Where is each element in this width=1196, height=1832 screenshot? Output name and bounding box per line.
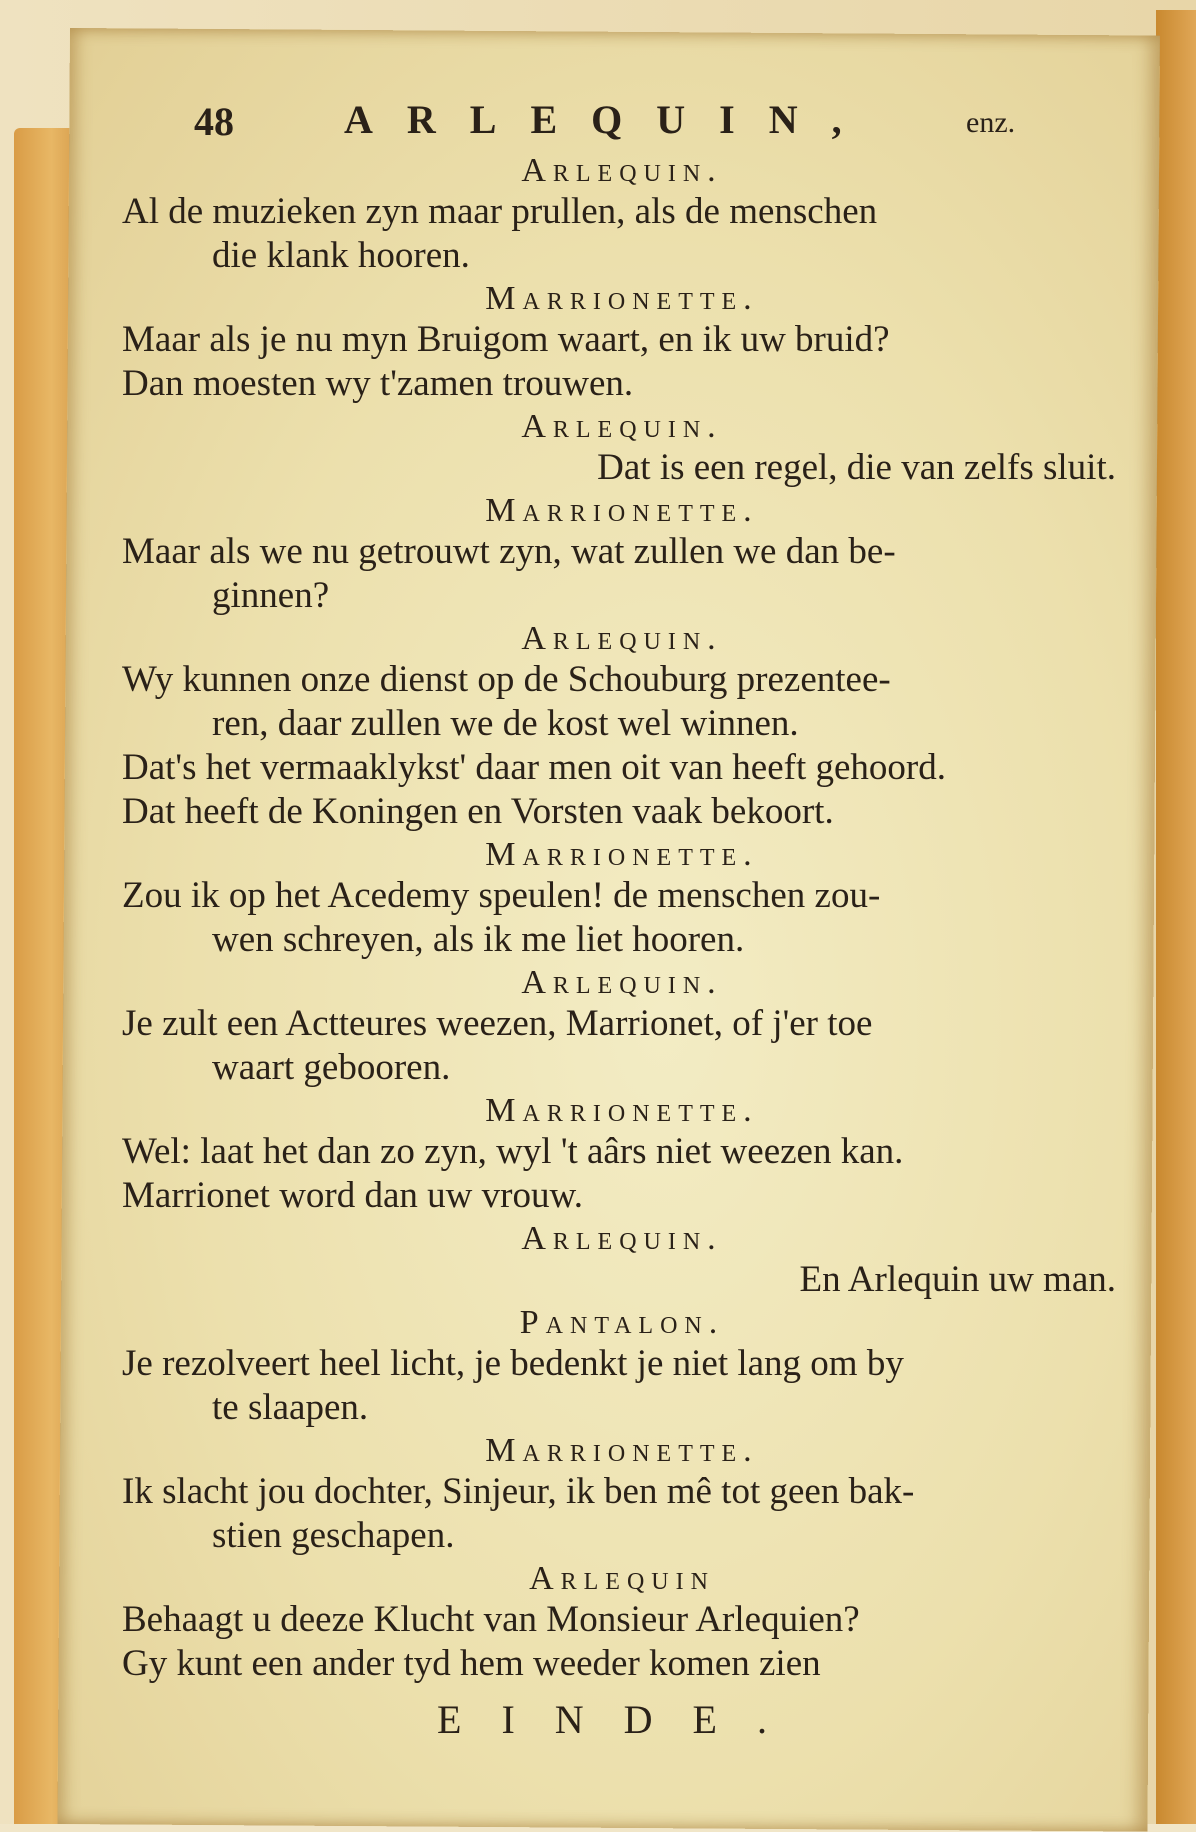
dialogue-line: stien geschapen.: [212, 1515, 455, 1556]
speaker-name: Pantalon.: [519, 1304, 725, 1341]
dialogue-line: Behaagt u deeze Klucht van Monsieur Arlequien?: [122, 1599, 860, 1640]
dialogue: [122, 152, 1122, 1686]
dialogue-line: Je rezolveert heel licht, je bedenkt je niet lang om by: [122, 1343, 904, 1384]
ending-word: EINDE.: [437, 1697, 807, 1742]
dialogue-line: ginnen?: [212, 575, 330, 616]
dialogue-line: Al de muzieken zyn maar prullen, als de menschen: [122, 191, 878, 232]
speaker-name: Marrionette.: [485, 280, 759, 317]
page-number: 48: [194, 99, 234, 144]
dialogue-line: Gy kunt een ander tyd hem weeder komen zien: [122, 1643, 821, 1684]
dialogue-line: Dat heeft de Koningen en Vorsten vaak bekoort.: [122, 791, 834, 832]
dialogue-line: wen schreyen, als ik me liet hooren.: [212, 919, 745, 960]
speaker-name: Marrionette.: [485, 836, 759, 873]
dialogue-line: Maar als we nu getrouwt zyn, wat zullen we dan be-: [122, 531, 896, 572]
book-page-edge-right: [1156, 10, 1196, 1824]
speaker-name: Arlequin.: [521, 964, 723, 1001]
dialogue-line: Dan moesten wy t'zamen trouwen.: [122, 363, 634, 404]
dialogue-line: En Arlequin uw man.: [799, 1259, 1116, 1300]
running-title-suffix: enz.: [966, 106, 1016, 139]
dialogue-line: Ik slacht jou dochter, Sinjeur, ik ben mê tot geen bak-: [122, 1471, 915, 1512]
speaker-name: Marrionette.: [485, 492, 759, 529]
dialogue-line: Wel: laat het dan zo zyn, wyl 't aârs niet weezen kan.: [122, 1131, 904, 1172]
speaker-name: Arlequin: [529, 1560, 715, 1597]
dialogue-line: Marrionet word dan uw vrouw.: [122, 1175, 584, 1216]
running-header: [122, 90, 1122, 150]
dialogue-line: Je zult een Actteures weezen, Marrionet, of j'er toe: [122, 1003, 873, 1044]
dialogue-line: ren, daar zullen we de kost wel winnen.: [212, 703, 799, 744]
dialogue-line: te slaapen.: [212, 1387, 369, 1428]
speaker-name: Arlequin.: [521, 620, 723, 657]
dialogue-line: Wy kunnen onze dienst op de Schouburg prezentee-: [122, 659, 891, 700]
running-title: ARLEQUIN,: [344, 97, 876, 142]
dialogue-line: Dat's het vermaaklykst' daar men oit van heeft gehoord.: [122, 747, 946, 788]
speaker-name: Marrionette.: [485, 1092, 759, 1129]
page-text: [122, 90, 1122, 1743]
dialogue-line: Maar als je nu myn Bruigom waart, en ik uw bruid?: [122, 319, 890, 360]
dialogue-line: Dat is een regel, die van zelfs sluit.: [597, 447, 1116, 488]
speaker-name: Marrionette.: [485, 1432, 759, 1469]
speaker-name: Arlequin.: [521, 408, 723, 445]
dialogue-line: waart gebooren.: [212, 1047, 451, 1088]
dialogue-line: Zou ik op het Acedemy speulen! de menschen zou-: [122, 875, 881, 916]
dialogue-line: die klank hooren.: [212, 235, 470, 276]
speaker-name: Arlequin.: [521, 1220, 723, 1257]
speaker-name: Arlequin.: [521, 152, 723, 189]
